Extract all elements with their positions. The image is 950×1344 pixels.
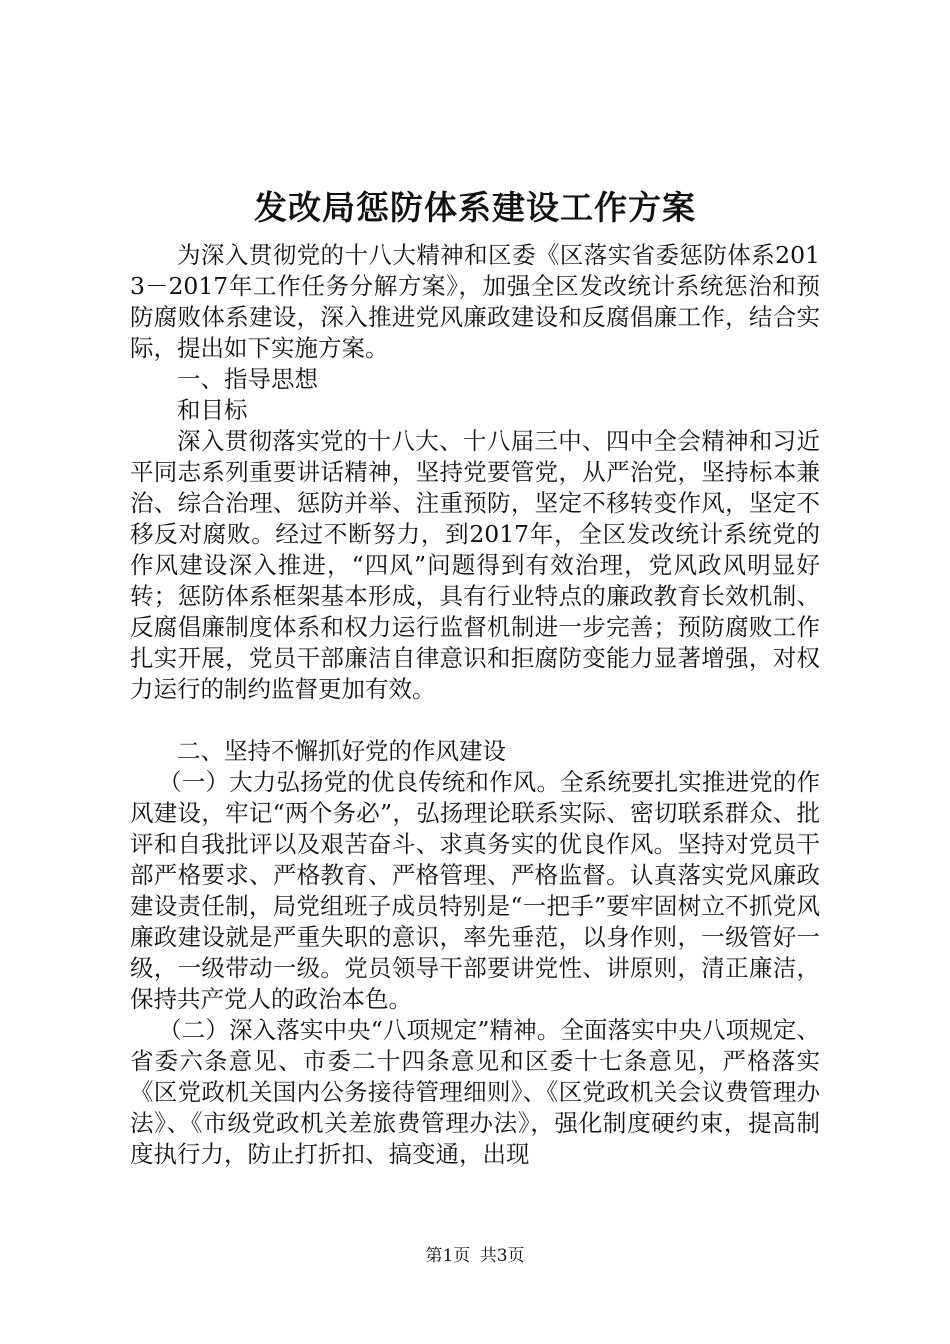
document-body [130,240,820,1170]
page-total: 共3页 [479,1246,525,1266]
page-footer [0,1244,950,1268]
section-heading-1-cont: 和目标 [177,396,248,424]
page-number: 第1页 [425,1246,471,1266]
section-heading-2: 二、坚持不懈抓好党的作风建设 [177,737,506,765]
paragraph-gap [130,705,820,736]
subsection-2-paragraph: （二）深入落实中央“八项规定”精神。全面落实中央八项规定、省委六条意见、市委二十四条意见和区委十七条意见，严格落实《区党政机关国内公务接待管理细则》、《区党政机关会议费管理办法》、《市级党政机关差旅费管理办法》，强化制度硬约束，提高制度执行力，防止打折扣、搞变通，出现 [130,1016,820,1168]
section-heading-1: 一、指导思想 [177,365,318,393]
subsection-1-paragraph: （一）大力弘扬党的优良传统和作风。全系统要扎实推进党的作风建设，牢记“两个务必”，弘扬理论联系实际、密切联系群众、批评和自我批评以及艰苦奋斗、求真务实的优良作风。坚持对党员干部严格要求、严格教育、严格管理、严格监督。认真落实党风廉政建设责任制，局党组班子成员特别是“一把手”要牢固树立不抓党风廉政建设就是严重失职的意识，率先垂范，以身作则，一级管好一级，一级带动一级。党员领导干部要讲党性、讲原则，清正廉洁，保持共产党人的政治本色。 [130,768,820,1013]
guiding-paragraph: 深入贯彻落实党的十八大、十八届三中、四中全会精神和习近平同志系列重要讲话精神，坚持党要管党，从严治党，坚持标本兼治、综合治理、惩防并举、注重预防，坚定不移转变作风，坚定不移反对腐败。经过不断努力，到2017年，全区发改统计系统党的作风建设深入推进，“四风”问题得到有效治理，党风政风明显好转；惩防体系框架基本形成，具有行业特点的廉政教育长效机制、反腐倡廉制度体系和权力运行监督机制进一步完善；预防腐败工作扎实开展，党员干部廉洁自律意识和拒腐防变能力显著增强，对权力运行的制约监督更加有效。 [130,427,820,703]
document-title: 发改局惩防体系建设工作方案 [254,188,696,227]
intro-paragraph: 为深入贯彻党的十八大精神和区委《区落实省委惩防体系2013－2017年工作任务分解方案》，加强全区发改统计系统惩治和预防腐败体系建设，深入推进党风廉政建设和反腐倡廉工作，结合实际，提出如下实施方案。 [130,241,820,362]
